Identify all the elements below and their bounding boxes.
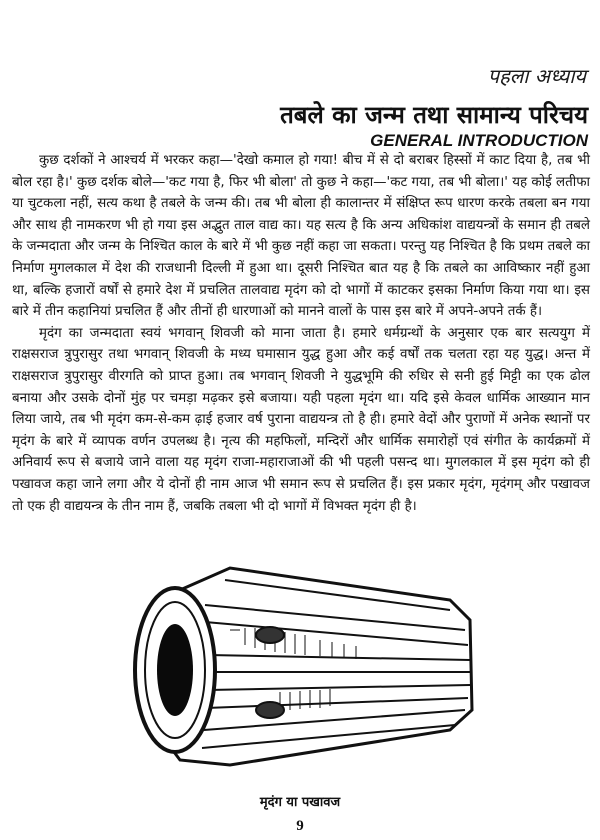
- body-text: [12, 150, 590, 517]
- page-subtitle: GENERAL INTRODUCTION: [370, 131, 588, 150]
- figure-caption: मृदंग या पखावज: [259, 795, 341, 810]
- mridang-drum-icon: [120, 560, 490, 785]
- page-title: तबले का जन्म तथा सामान्य परिचय: [280, 101, 588, 129]
- chapter-label: पहला अध्याय: [487, 64, 586, 88]
- figure: [0, 560, 600, 800]
- page-number: 9: [296, 818, 304, 834]
- paragraph-2: मृदंग का जन्मदाता स्वयं भगवान् शिवजी को माना जाता है। हमारे धर्मग्रन्थों के अनुसार एक बार सत्ययुग में राक्षसराज त्रुपुरासुर तथा भगवान् शिवजी के मध्य घमासान युद्ध हुआ और कई वर्षों तक चलता रहा यह युद्ध। अन्त में राक्षसराज त्रुपुरासुर वीरगति को प्राप्त हुआ। तब भगवान् शिवजी ने युद्धभूमि की रुधिर से सनी हुई मिट्टी का एक ढोल बनाया और उसके दोनों मुंह पर चमड़ा मढ़कर इसे बजाया। यही पहला मृदंग था। यदि इसे केवल धार्मिक आख्यान मान लिया जाये, तब भी मृदंग कम-से-कम ढ़ाई हजार वर्ष पुराना वाद्ययन्त्र तो है ही। हमारे वेदों और पुराणों में अनेक स्थानों पर मृदंग के बारे में व्यापक वर्णन उपलब्ध है। नृत्य की महफिलों, मन्दिरों और धार्मिक समारोहों एवं संगीत के कार्यक्रमों में अनिवार्य रूप से बजाये जाने वाला यह मृदंग राजा-महाराजाओं की भी पहली पसन्द था। मुगलकाल में इस मृदंग को ही पखावज कहा जाने लगा और ये दोनों ही नाम आज भी समान रूप से प्रचलित हैं। इस प्रकार मृदंग, मृदंगम् और पखावज तो एक ही वाद्ययन्त्र के तीन नाम हैं, जबकि तबला भी दो भागों में विभक्त मृदंग ही है।: [12, 325, 590, 514]
- paragraph-1: कुछ दर्शकों ने आश्चर्य में भरकर कहा—'देखो कमाल हो गया! बीच में से दो बराबर हिस्सों में काट दिया है, तब भी बोल रहा है।' कुछ दर्शक बोले—'कट गया है, फिर भी बोला' तो कुछ ने कहा—'कट गया, तब भी बोला।' यह कोई लतीफा या चुटकला नहीं, सत्य कथा है तबले के जन्म की। तब भी बोला ही कालान्तर में संक्षिप्त रूप धारण करके तबला बन गया और साथ ही नामकरण भी हो गया इस अद्भुत ताल वाद्य का। यह सत्य है कि अन्य अधिकांश वाद्ययन्त्रों के समान ही तबले के जन्मदाता और जन्म के निश्चित काल के बारे में भी कुछ नहीं कहा जा सकता। परन्तु यह निश्चित है कि प्रथम तबले का निर्माण मुगलकाल में देश की राजधानी दिल्ली में हुआ था। दूसरी निश्चित बात यह है कि तबले का आविष्कार नहीं हुआ था, बल्कि हजारों वर्षों से हमारे देश में प्रचलित तालवाद्य मृदंग को दो भागों में काटकर इसका निर्माण किया गया था। इस बारे में तीन कहानियां प्रचलित हैं और तीनों ही धारणाओं को मानने वालों के पास इस बारे में अपने-अपने तर्क हैं।: [12, 153, 590, 320]
